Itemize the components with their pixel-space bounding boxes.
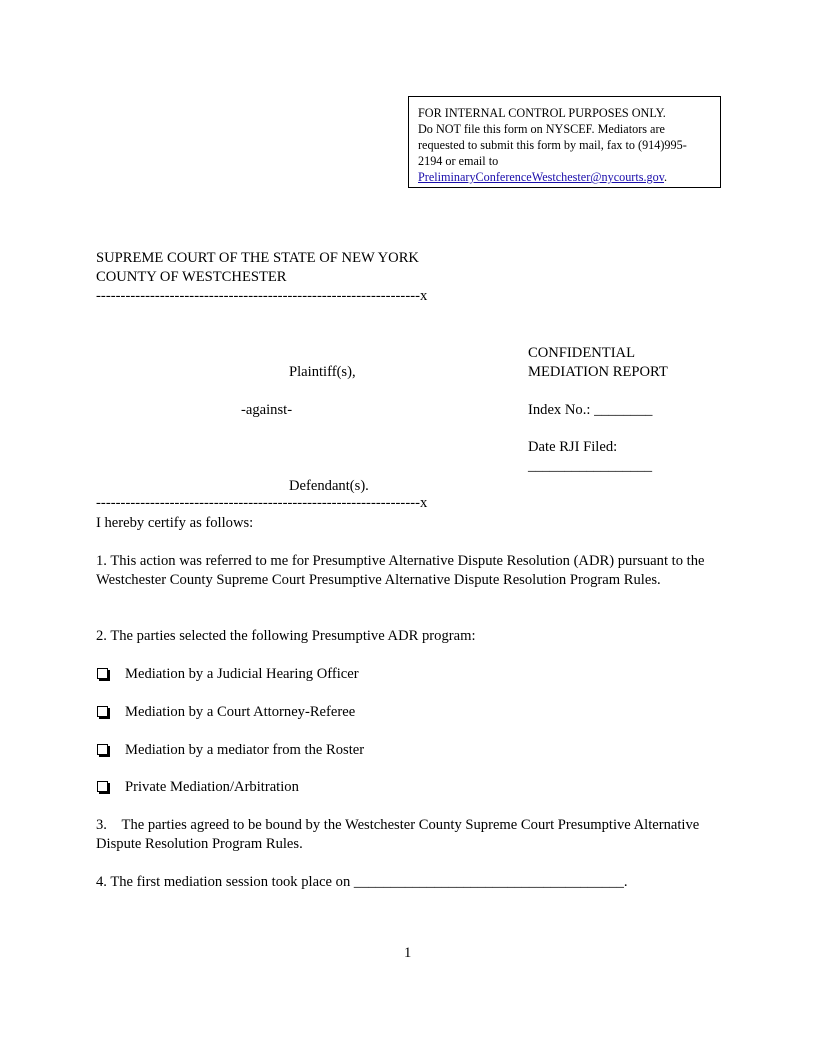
checkbox-icon[interactable] xyxy=(97,781,108,792)
page-number: 1 xyxy=(404,945,412,961)
option-private-mediation[interactable] xyxy=(97,778,299,797)
item-4-paragraph: 4. The first mediation session took place on _____________________________________. xyxy=(96,874,628,890)
email-suffix: . xyxy=(664,170,668,184)
plaintiff-label: Plaintiff(s), xyxy=(289,364,356,380)
notice-line-2: Do NOT file this form on NYSCEF. Mediators are xyxy=(418,122,665,136)
court-county: COUNTY OF WESTCHESTER xyxy=(96,269,287,285)
checkbox-icon[interactable] xyxy=(97,744,108,755)
against-label: -against- xyxy=(241,402,293,418)
option-judicial-hearing-officer[interactable] xyxy=(97,665,359,684)
rji-date-blank: _________________ xyxy=(528,458,653,474)
item-3-number: 3. xyxy=(96,817,107,833)
option-label: Mediation by a Court Attorney-Referee xyxy=(125,704,356,720)
index-number-field: Index No.: ________ xyxy=(528,402,653,418)
option-label: Private Mediation/Arbitration xyxy=(125,779,299,795)
option-label: Mediation by a mediator from the Roster xyxy=(125,742,365,758)
option-label: Mediation by a Judicial Hearing Officer xyxy=(125,666,359,682)
rji-date-label: Date RJI Filed: xyxy=(528,439,618,455)
defendant-label: Defendant(s). xyxy=(289,478,369,494)
court-name: SUPREME COURT OF THE STATE OF NEW YORK xyxy=(96,250,419,266)
option-court-attorney-referee[interactable] xyxy=(97,703,355,722)
item-2-paragraph: 2. The parties selected the following Presumptive ADR program: xyxy=(96,628,476,644)
item-3-text: The parties agreed to be bound by the Westchester County Supreme Court Presumptive Alternative Dispute Resolution Program Rules. xyxy=(96,817,700,852)
option-roster-mediator[interactable] xyxy=(97,741,364,760)
email-link[interactable]: PreliminaryConferenceWestchester@nycourts.gov xyxy=(418,170,665,184)
item-1-paragraph: 1. This action was referred to me for Presumptive Alternative Dispute Resolution (ADR) pursuant to the Westchester County Supreme Court Presumptive Alternative Dispute Resolution Program Rules. xyxy=(96,553,705,588)
notice-line-4: 2194 or email to xyxy=(418,154,499,168)
notice-line-3: requested to submit this form by mail, fax to (914)995- xyxy=(418,138,687,152)
caption-rule-bottom: ------------------------------------------------------------------x xyxy=(96,495,428,511)
report-title-line-1: CONFIDENTIAL xyxy=(528,345,636,361)
checkbox-icon[interactable] xyxy=(97,706,108,717)
internal-control-notice xyxy=(408,96,721,188)
notice-email-line xyxy=(418,169,712,185)
caption-rule-top: ------------------------------------------------------------------x xyxy=(96,288,428,304)
notice-line-1: FOR INTERNAL CONTROL PURPOSES ONLY. xyxy=(418,106,666,120)
checkbox-icon[interactable] xyxy=(97,668,108,679)
report-title-line-2: MEDIATION REPORT xyxy=(528,364,668,380)
certify-statement: I hereby certify as follows: xyxy=(96,515,254,531)
item-3-paragraph xyxy=(96,816,720,854)
